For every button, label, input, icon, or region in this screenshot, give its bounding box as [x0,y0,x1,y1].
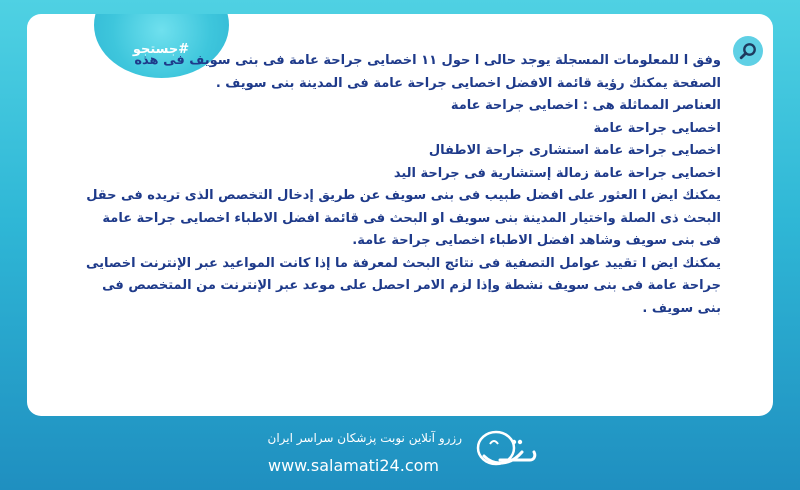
paragraph-similar: العناصر المماثلة هى : اخصايى جراحة عامة [450,98,721,113]
paragraph-intro: وفق ا للمعلومات المسجلة يوجد حالى ا حول ۱۱ اخصايى جراحة عامة فى بنى سويف فى هذه الصفحة يمكنك رؤية قائمة الافضل اخصايى جراحة عامة فى المدينة بنى سويف . [134,53,721,91]
footer-tagline: رزرو آنلاین نوبت پزشکان سراسر ایران [267,431,462,445]
paragraph-item-3: اخصايى جراحة عامة زمالة إستشارية فى جراحة اليد [393,165,721,181]
paragraph-find: يمكنك ايض ا العثور على افضل طبيب فى بنى سويف عن طريق إدخال التخصص الذى تريده فى حقل البحث ذى الصلة واختيار المدينة بنى سويف او البحث فى قائمة افضل الاطباء اخصايى جراحة عامة فى بنى سويف وشاهد افضل الاطباء اخصايى جراحة عامة. [86,188,721,248]
paragraph-item-2: اخصايى جراحة عامة استشارى جراحة الاطفال [428,143,721,158]
paragraph-filter: يمكنك ايض ا تقييد عوامل التصفية فى نتائج البحث لمعرفة ما إذا كانت المواعيد عبر الإنترنت اخصايى جراحة عامة فى بنى سويف نشطة وإذا لزم الامر احصل على موعد عبر الإنترنت من المتخصص فى بنى سويف . [85,255,721,316]
search-button[interactable] [733,36,763,66]
salamati-logo-icon[interactable] [470,426,540,478]
footer-url[interactable]: www.salamati24.com [268,456,439,475]
paragraph-item-1: اخصايى جراحة عامة [593,120,721,136]
content-card [27,14,773,416]
article-text [85,50,721,320]
hashtag-search-tag[interactable]: #جستجو [132,42,190,57]
